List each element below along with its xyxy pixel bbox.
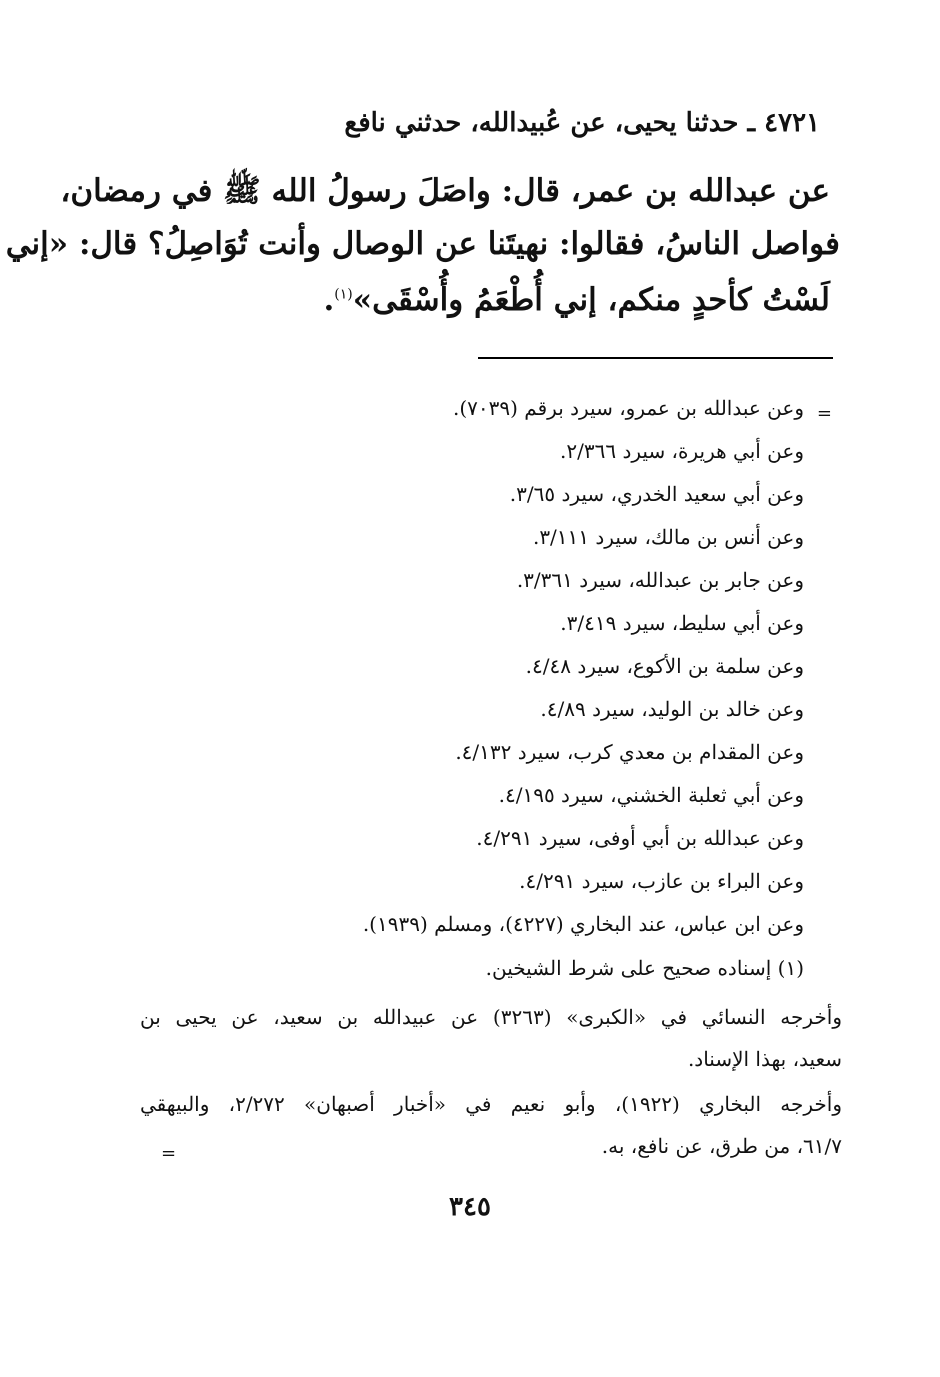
footnote-ref-line: وعن البراء بن عازب، سيرد ٤/٢٩١. xyxy=(519,869,804,893)
footnote-ref-line: وعن عبدالله بن عمرو، سيرد برقم (٧٠٣٩). xyxy=(452,396,804,420)
footnote-reference: (١) xyxy=(334,286,353,303)
hadith-text-line-3 xyxy=(140,282,830,318)
footnote-paragraph-2-line-2: ٦١/٧، من طرق، عن نافع، به. xyxy=(601,1134,842,1158)
footnote-divider xyxy=(478,357,833,359)
footnote-1-text: (١) إسناده صحيح على شرط الشيخين. xyxy=(485,956,804,980)
hadith-text-line-3-body: لَسْتُ كأحدٍ منكم، إني أُطْعَمُ وأُسْقَى» xyxy=(352,282,830,318)
footnote-ref-line: وعن المقدام بن معدي كرب، سيرد ٤/١٣٢. xyxy=(455,740,804,764)
footnote-ref-line: وعن أبي سليط، سيرد ٣/٤١٩. xyxy=(560,611,804,635)
footnote-paragraph-2 xyxy=(140,1083,842,1167)
footnote-ref-line: وعن أبي هريرة، سيرد ٢/٣٦٦. xyxy=(560,439,804,463)
footnote-ref-line: وعن خالد بن الوليد، سيرد ٤/٨٩. xyxy=(540,697,804,721)
footnote-ref-line: وعن أبي سعيد الخدري، سيرد ٣/٦٥. xyxy=(509,482,804,506)
footnote-ref-line: وعن جابر بن عبدالله، سيرد ٣/٣٦١. xyxy=(516,568,804,592)
footnote-ref-line: وعن سلمة بن الأكوع، سيرد ٤/٤٨. xyxy=(525,654,804,678)
continued-mark: = xyxy=(161,1143,177,1164)
footnote-paragraph-1 xyxy=(140,996,842,1080)
footnote-paragraph-1-line-2: سعيد، بهذا الإسناد. xyxy=(687,1047,842,1071)
page-number: ٣٤٥ xyxy=(449,1192,491,1222)
footnote-ref-line: وعن أبي ثعلبة الخشني، سيرد ٤/١٩٥. xyxy=(498,783,804,807)
footnote-paragraph-2-line-1: وأخرجه البخاري (١٩٢٢)، وأبو نعيم في «أخبار أصبهان» ٢/٢٧٢، والبيهقي xyxy=(140,1092,843,1116)
hadith-header-line: ٤٧٢١ ـ حدثنا يحيى، عن عُبيدالله، حدثني نافع xyxy=(344,108,820,138)
footnote-paragraph-1-line-1: وأخرجه النسائي في «الكبرى» (٣٢٦٣) عن عبيدالله بن سعيد، عن يحيى بن xyxy=(140,1005,842,1029)
hadith-text-line-1: عن عبدالله بن عمر، قال: واصَلَ رسولُ الله ﷺ في رمضان، xyxy=(60,173,830,209)
hadith-end-period: . xyxy=(323,282,335,318)
footnote-ref-line: وعن أنس بن مالك، سيرد ٣/١١١. xyxy=(532,525,804,549)
hadith-text-line-2: فواصل الناسُ، فقالوا: نهيتَنا عن الوصال وأنت تُوَاصِلُ؟ قال: «إني xyxy=(5,226,840,262)
continuation-mark: = xyxy=(816,403,832,424)
footnote-ref-line: وعن عبدالله بن أبي أوفى، سيرد ٤/٢٩١. xyxy=(476,826,804,850)
footnote-ref-line: وعن ابن عباس، عند البخاري (٤٢٢٧)، ومسلم (١٩٣٩). xyxy=(362,912,804,936)
